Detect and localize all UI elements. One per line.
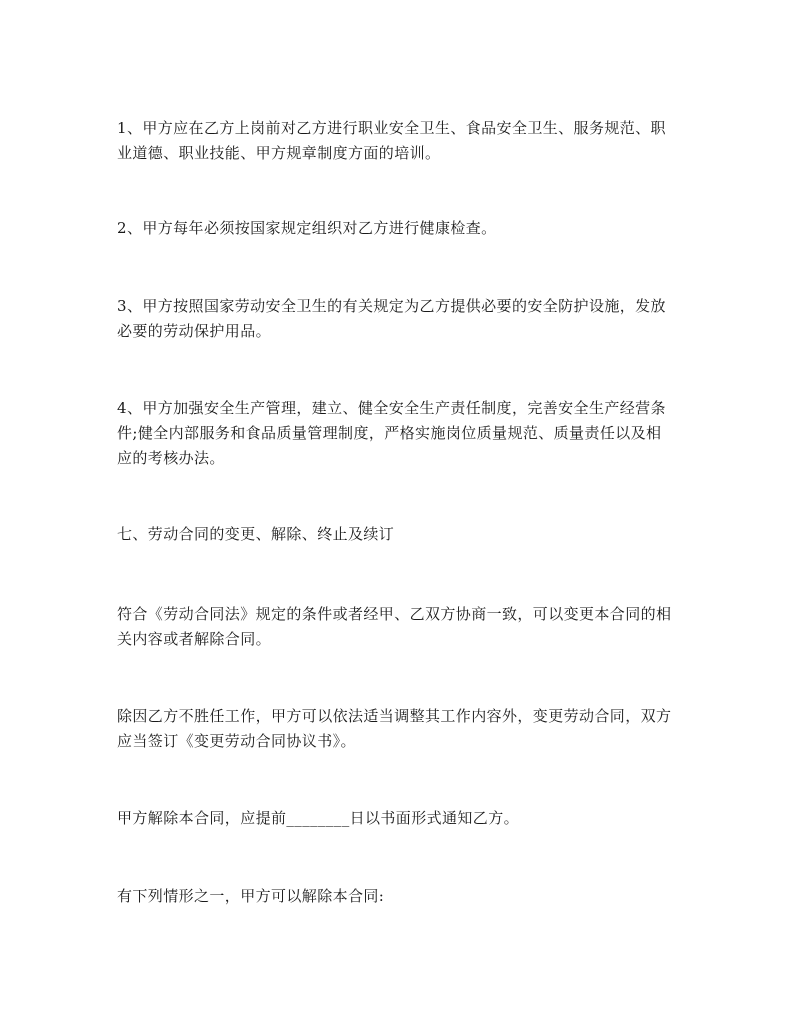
- clause-1-training: [117, 116, 689, 166]
- text-line: 应的考核办法。: [117, 449, 225, 467]
- paragraph-change-agreement: [117, 704, 689, 754]
- text-line: 必要的劳动保护用品。: [117, 322, 272, 340]
- clause-4-safety-management: [117, 396, 689, 471]
- text-line: 符合《劳动合同法》规定的条件或者经甲、乙双方协商一致，可以变更本合同的相: [117, 605, 672, 623]
- paragraph-termination-notice: [117, 806, 689, 831]
- text-line: 1、甲方应在乙方上岗前对乙方进行职业安全卫生、食品安全卫生、服务规范、职: [117, 119, 666, 137]
- text-line: 关内容或者解除合同。: [117, 630, 272, 648]
- text-line: 业道德、职业技能、甲方规章制度方面的培训。: [117, 144, 441, 162]
- text-line: 应当签订《变更劳动合同协议书》。: [117, 732, 356, 750]
- text-line: 有下列情形之一，甲方可以解除本合同:: [117, 887, 385, 905]
- paragraph-termination-cases: [117, 884, 689, 909]
- clause-3-protection: [117, 294, 689, 344]
- paragraph-modification-conditions: [117, 602, 689, 652]
- text-line: 甲方解除本合同，应提前________日以书面形式通知乙方。: [117, 809, 520, 827]
- text-line: 3、甲方按照国家劳动安全卫生的有关规定为乙方提供必要的安全防护设施，发放: [117, 297, 666, 315]
- text-line: 除因乙方不胜任工作，甲方可以依法适当调整其工作内容外，变更劳动合同，双方: [117, 707, 672, 725]
- section-heading-7: [117, 522, 689, 547]
- clause-2-health-check: [117, 216, 689, 241]
- text-line: 4、甲方加强安全生产管理，建立、健全安全生产责任制度，完善安全生产经营条: [117, 399, 666, 417]
- heading-line: 七、劳动合同的变更、解除、终止及续订: [117, 525, 395, 543]
- text-line: 2、甲方每年必须按国家规定组织对乙方进行健康检查。: [117, 219, 497, 237]
- text-line: 件;健全内部服务和食品质量管理制度，严格实施岗位质量规范、质量责任以及相: [117, 424, 662, 442]
